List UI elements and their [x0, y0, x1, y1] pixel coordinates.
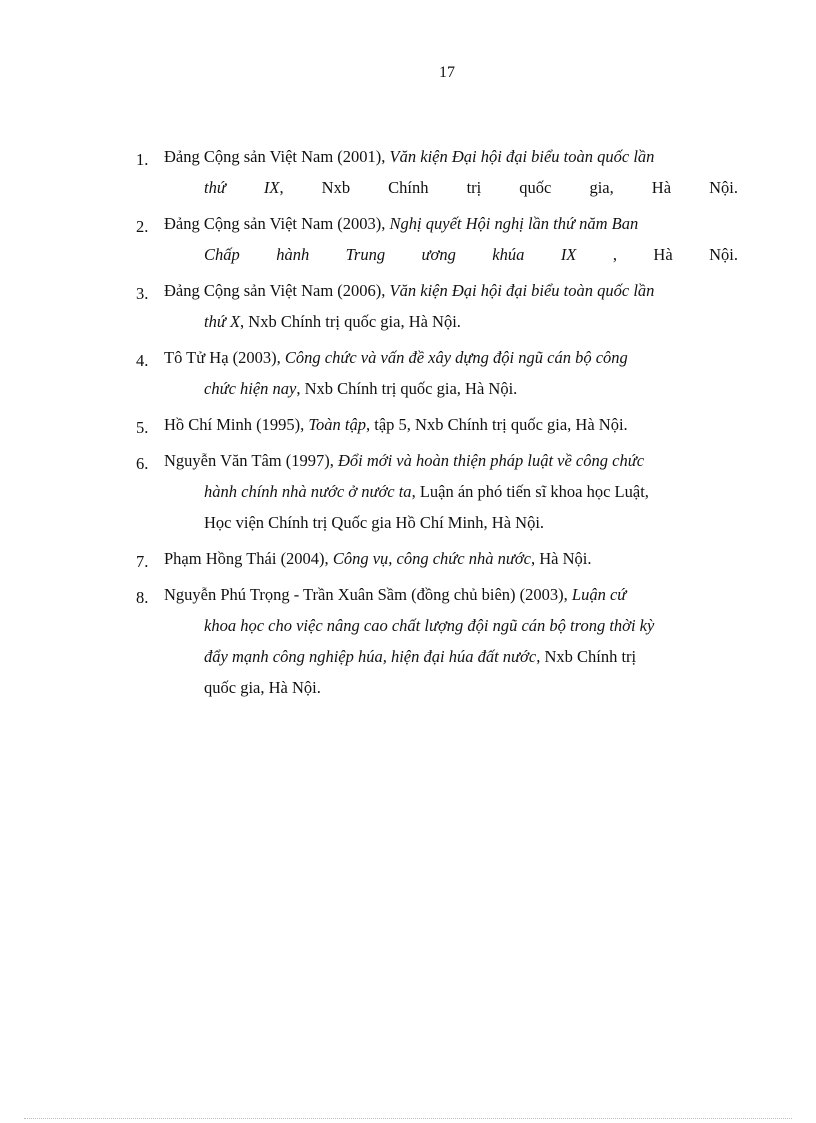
reference-text: Đảng Cộng sản Việt Nam (2006), — [164, 281, 390, 300]
reference-line — [164, 373, 738, 404]
reference-line — [164, 579, 738, 610]
reference-text: Tô Tử Hạ (2003), — [164, 348, 285, 367]
reference-title-text: thứ X — [204, 312, 241, 331]
reference-line — [164, 342, 738, 373]
reference-number: 7. — [136, 552, 149, 571]
reference-line — [164, 275, 738, 306]
reference-title-text: khoa học cho việc nâng cao chất lượng đội ngũ cán bộ trong thời kỳ — [204, 616, 655, 635]
reference-text: , Luận án phó tiến sĩ khoa học Luật, — [411, 482, 649, 501]
reference-number: 5. — [136, 418, 149, 437]
page-number: 17 — [439, 64, 455, 81]
reference-line — [164, 306, 738, 337]
reference-text: , Hà Nội. — [531, 549, 592, 568]
reference-title-text: Đổi mới và hoàn thiện pháp luật về công chức — [337, 451, 645, 470]
reference-title-text: Công vụ, công chức nhà nước — [332, 549, 531, 568]
reference-line — [164, 610, 738, 641]
reference-text: Hồ Chí Minh (1995), — [164, 415, 309, 434]
reference-title-text: chức hiện nay — [204, 379, 297, 398]
reference-item — [132, 543, 738, 574]
reference-number: 2. — [136, 217, 149, 236]
reference-line — [164, 641, 738, 672]
reference-line — [164, 141, 738, 172]
reference-text: , Hà Nội. — [576, 245, 738, 264]
reference-item — [132, 275, 738, 337]
reference-item — [132, 579, 738, 703]
reference-line — [164, 672, 738, 703]
reference-item — [132, 409, 738, 440]
reference-text: , tập 5, Nxb Chính trị quốc gia, Hà Nội. — [366, 415, 628, 434]
reference-number: 3. — [136, 284, 149, 303]
reference-line — [164, 208, 738, 239]
reference-number: 4. — [136, 351, 149, 370]
reference-line — [164, 239, 738, 270]
reference-item — [132, 445, 738, 538]
reference-text: , Nxb Chính trị — [536, 647, 637, 666]
reference-line — [164, 409, 738, 440]
reference-number: 8. — [136, 588, 149, 607]
reference-title-text: Luận cứ — [571, 585, 627, 604]
reference-title-text: thứ IX — [204, 178, 280, 197]
reference-title-text: Văn kiện Đại hội đại biểu toàn quốc lần — [389, 281, 655, 300]
reference-line — [164, 172, 738, 203]
reference-text: Nguyễn Văn Tâm (1997), — [164, 451, 338, 470]
reference-text: Đảng Cộng sản Việt Nam (2003), — [164, 214, 390, 233]
reference-title-text: Chấp hành Trung ương khúa IX — [204, 245, 577, 264]
reference-text: quốc gia, Hà Nội. — [204, 678, 321, 697]
reference-text: , Nxb Chính trị quốc gia, Hà Nội. — [296, 379, 518, 398]
reference-line — [164, 543, 738, 574]
reference-text: Đảng Cộng sản Việt Nam (2001), — [164, 147, 390, 166]
reference-title-text: Văn kiện Đại hội đại biểu toàn quốc lần — [389, 147, 655, 166]
reference-item — [132, 208, 738, 270]
reference-text: Học viện Chính trị Quốc gia Hồ Chí Minh, Hà Nội. — [204, 513, 545, 532]
reference-title-text: Toàn tập — [308, 415, 366, 434]
reference-text: , Nxb Chính trị quốc gia, Hà Nội. — [279, 178, 738, 197]
reference-text: Phạm Hồng Thái (2004), — [164, 549, 333, 568]
reference-line — [164, 507, 738, 538]
reference-item — [132, 141, 738, 203]
reference-list — [132, 141, 738, 708]
reference-text: Nguyễn Phú Trọng - Trần Xuân Sầm (đồng chủ biên) (2003), — [164, 585, 572, 604]
reference-text: , Nxb Chính trị quốc gia, Hà Nội. — [240, 312, 461, 331]
footer-divider — [24, 1118, 792, 1119]
reference-title-text: đẩy mạnh công nghiệp húa, hiện đại húa đất nước — [204, 647, 537, 666]
reference-line — [164, 476, 738, 507]
reference-title-text: Nghị quyết Hội nghị lần thứ năm Ban — [389, 214, 639, 233]
reference-line — [164, 445, 738, 476]
reference-number: 1. — [136, 150, 149, 169]
reference-item — [132, 342, 738, 404]
reference-title-text: Công chức và vấn đề xây dựng đội ngũ cán bộ công — [284, 348, 628, 367]
reference-number: 6. — [136, 454, 149, 473]
reference-title-text: hành chính nhà nước ở nước ta — [204, 482, 412, 501]
